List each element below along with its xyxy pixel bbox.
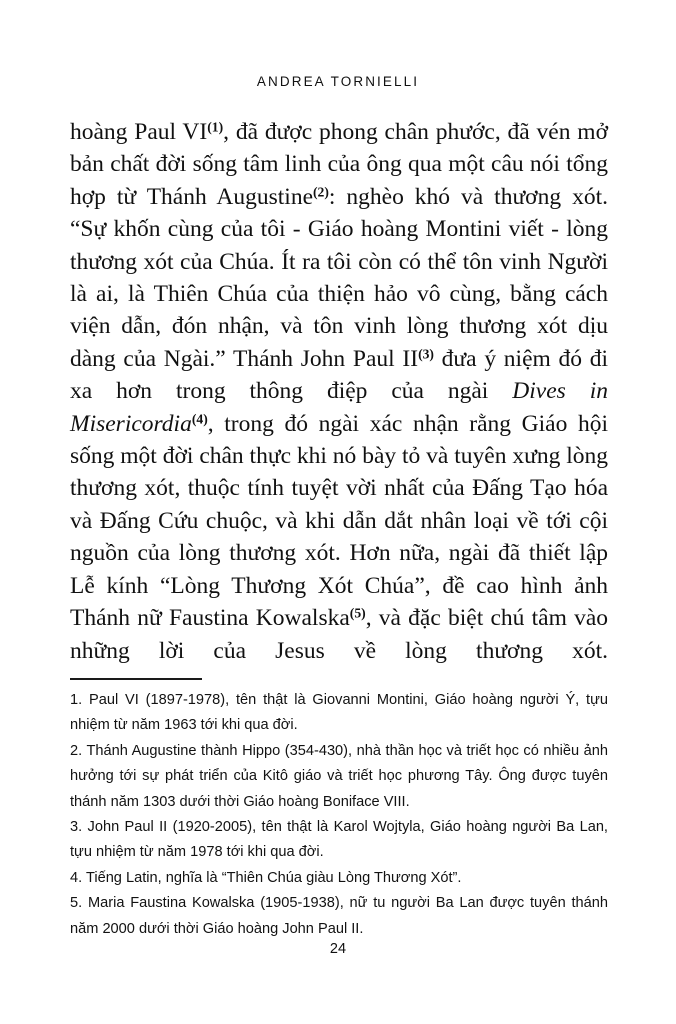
body-paragraph: [70, 116, 608, 667]
footnote-ref-5[interactable]: (5): [349, 605, 366, 621]
footnote-separator-rule: [70, 678, 202, 680]
body-segment-6: , và đặc biệt chú tâm vào những lời của Jesus về lòng thương xót.: [70, 605, 608, 664]
footnote-ref-4[interactable]: (4): [191, 411, 208, 427]
footnote-item: 1. Paul VI (1897-1978), tên thật là Giovanni Montini, Giáo hoàng người Ý, tựu nhiệm từ năm 1963 tới khi qua đời.: [70, 692, 608, 734]
footnotes-block: [70, 688, 608, 942]
body-segment-4: đưa ý niệm đó đi xa hơn trong thông điệp của ngài: [70, 345, 609, 405]
footnote-ref-3[interactable]: (3): [418, 346, 434, 362]
footnote-item: 5. Maria Faustina Kowalska (1905-1938), nữ tu người Ba Lan được tuyên thánh năm 2000 dưới thời Giáo hoàng John Paul II.: [70, 895, 608, 937]
body-text-block: [70, 116, 608, 667]
body-segment-2: , đã được phong chân phước, đã vén mở bản chất đời sống tâm linh của ông qua một câu nói tổng hợp từ Thánh Augustine: [70, 119, 608, 210]
body-segment-1: hoàng Paul VI: [70, 119, 208, 145]
footnote-item: 3. John Paul II (1920-2005), tên thật là Karol Wojtyla, Giáo hoàng người Ba Lan, tựu nhiệm từ năm 1978 tới khi qua đời.: [70, 819, 608, 861]
body-segment-5: , trong đó ngài xác nhận rằng Giáo hội sống một đời chân thực khi nó bày tỏ và tuyên xưng lòng thương xót, thuộc tính tuyệt vời nhất của Đấng Tạo hóa và Đấng Cứu chuộc, và khi dẫn dắt nhân loại về tới cội nguồn của lòng thương xót. Hơn nữa, ngài đã thiết lập Lễ kính “Lòng Thương Xót Chúa”, đề cao hình ảnh Thánh nữ Faustina Kowalska: [70, 410, 608, 632]
footnote-ref-1[interactable]: (1): [207, 119, 224, 135]
footnote-item: 4. Tiếng Latin, nghĩa là “Thiên Chúa giàu Lòng Thương Xót”.: [70, 869, 462, 886]
page-number: 24: [329, 941, 347, 957]
encyclical-title: Dives in Misericordia: [70, 378, 608, 437]
footnote-item: 2. Thánh Augustine thành Hippo (354-430), nhà thần học và triết học có nhiều ảnh hưởng tới sự phát triển của Kitô giáo và triết học phương Tây. Ông được tuyên thánh năm 1303 dưới thời Giáo hoàng Boniface VIII.: [70, 742, 608, 810]
body-segment-3: : nghèo khó và thương xót. “Sự khốn cùng của tôi - Giáo hoàng Montini viết - lòng thương xót của Chúa. Ít ra tôi còn có thể tôn vinh Người là ai, là Thiên Chúa của thiện hảo vô cùng, bằng cách viện dẫn, đón nhận, và tôn vinh lòng thương xót dịu dàng của Ngài.” Thánh John Paul II: [70, 183, 608, 372]
running-head: ANDREA TORNIELLI: [256, 74, 420, 89]
footnote-ref-2[interactable]: (2): [313, 184, 329, 200]
